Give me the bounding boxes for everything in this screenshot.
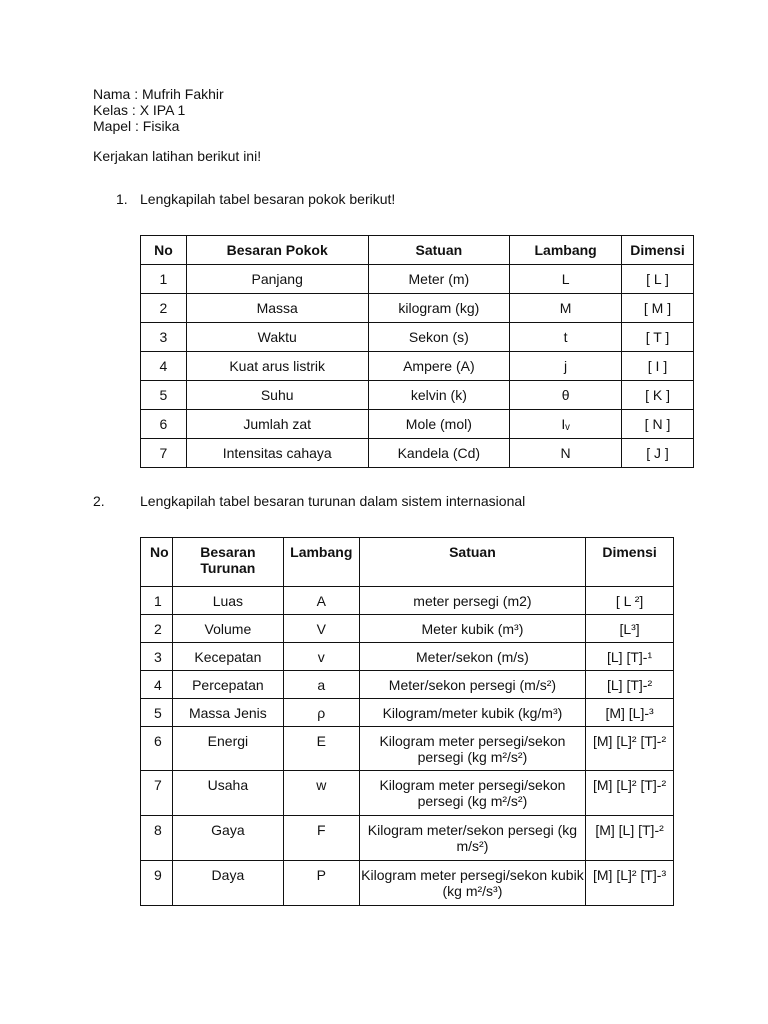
cell-satuan: Kandela (Cd) bbox=[368, 439, 510, 468]
header-besaran-pokok: Besaran Pokok bbox=[186, 236, 368, 265]
cell-no: 6 bbox=[141, 727, 173, 771]
instruction: Kerjakan latihan berikut ini! bbox=[93, 148, 262, 164]
student-info bbox=[93, 86, 224, 134]
cell-no: 2 bbox=[141, 294, 187, 323]
cell-satuan: kilogram (kg) bbox=[368, 294, 510, 323]
cell-satuan: Kilogram meter persegi/sekon kubik (kg m²/s³) bbox=[359, 861, 585, 906]
cell-lambang: Iᵥ bbox=[510, 410, 622, 439]
cell-dimensi: [M] [L]² [T]-² bbox=[586, 771, 674, 816]
table-row bbox=[141, 671, 674, 699]
cell-satuan: Meter kubik (m³) bbox=[359, 615, 585, 643]
cell-no: 3 bbox=[141, 643, 173, 671]
table-row bbox=[141, 727, 674, 771]
student-class: Kelas : X IPA 1 bbox=[93, 102, 186, 118]
subject: Mapel : Fisika bbox=[93, 118, 180, 134]
table-header-row bbox=[141, 236, 694, 265]
header-besaran-turunan: Besaran Turunan bbox=[172, 538, 283, 587]
header-lambang: Lambang bbox=[510, 236, 622, 265]
cell-lambang: w bbox=[283, 771, 359, 816]
header-satuan: Satuan bbox=[359, 538, 585, 587]
cell-satuan: Ampere (A) bbox=[368, 352, 510, 381]
cell-satuan: Meter/sekon persegi (m/s²) bbox=[359, 671, 585, 699]
header-dimensi: Dimensi bbox=[622, 236, 694, 265]
cell-besaran: Gaya bbox=[172, 816, 283, 861]
cell-dimensi: [M] [L]² [T]-² bbox=[586, 727, 674, 771]
cell-lambang: M bbox=[510, 294, 622, 323]
cell-satuan: Sekon (s) bbox=[368, 323, 510, 352]
cell-satuan: Meter (m) bbox=[368, 265, 510, 294]
table-row bbox=[141, 587, 674, 615]
cell-besaran: Kecepatan bbox=[172, 643, 283, 671]
cell-besaran: Panjang bbox=[186, 265, 368, 294]
cell-satuan: Kilogram/meter kubik (kg/m³) bbox=[359, 699, 585, 727]
cell-besaran: Intensitas cahaya bbox=[186, 439, 368, 468]
cell-besaran: Energi bbox=[172, 727, 283, 771]
cell-besaran: Jumlah zat bbox=[186, 410, 368, 439]
cell-besaran: Volume bbox=[172, 615, 283, 643]
cell-satuan: Kilogram meter/sekon persegi (kg m/s²) bbox=[359, 816, 585, 861]
cell-dimensi: [ M ] bbox=[622, 294, 694, 323]
cell-besaran: Kuat arus listrik bbox=[186, 352, 368, 381]
cell-lambang: A bbox=[283, 587, 359, 615]
cell-dimensi: [ T ] bbox=[622, 323, 694, 352]
cell-satuan: meter persegi (m2) bbox=[359, 587, 585, 615]
cell-no: 2 bbox=[141, 615, 173, 643]
cell-lambang: θ bbox=[510, 381, 622, 410]
table-row bbox=[141, 352, 694, 381]
header-dimensi: Dimensi bbox=[586, 538, 674, 587]
cell-no: 4 bbox=[141, 671, 173, 699]
header-no: No bbox=[141, 538, 173, 587]
cell-besaran: Massa Jenis bbox=[172, 699, 283, 727]
cell-dimensi: [ N ] bbox=[622, 410, 694, 439]
cell-dimensi: [ K ] bbox=[622, 381, 694, 410]
cell-besaran: Daya bbox=[172, 861, 283, 906]
cell-no: 9 bbox=[141, 861, 173, 906]
cell-lambang: j bbox=[510, 352, 622, 381]
cell-besaran: Luas bbox=[172, 587, 283, 615]
cell-lambang: E bbox=[283, 727, 359, 771]
cell-dimensi: [M] [L]² [T]-³ bbox=[586, 861, 674, 906]
cell-lambang: ρ bbox=[283, 699, 359, 727]
cell-lambang: L bbox=[510, 265, 622, 294]
cell-lambang: v bbox=[283, 643, 359, 671]
question-1-text: Lengkapilah tabel besaran pokok berikut! bbox=[140, 191, 396, 207]
cell-lambang: F bbox=[283, 816, 359, 861]
cell-dimensi: [L] [T]-¹ bbox=[586, 643, 674, 671]
cell-dimensi: [ J ] bbox=[622, 439, 694, 468]
table-header-row bbox=[141, 538, 674, 587]
cell-no: 8 bbox=[141, 816, 173, 861]
cell-dimensi: [L³] bbox=[586, 615, 674, 643]
header-satuan: Satuan bbox=[368, 236, 510, 265]
cell-no: 3 bbox=[141, 323, 187, 352]
cell-satuan: kelvin (k) bbox=[368, 381, 510, 410]
cell-lambang: P bbox=[283, 861, 359, 906]
cell-besaran: Waktu bbox=[186, 323, 368, 352]
cell-no: 1 bbox=[141, 265, 187, 294]
cell-satuan: Kilogram meter persegi/sekon persegi (kg m²/s²) bbox=[359, 771, 585, 816]
cell-lambang: t bbox=[510, 323, 622, 352]
cell-no: 6 bbox=[141, 410, 187, 439]
table-row bbox=[141, 381, 694, 410]
question-2-number: 2. bbox=[93, 493, 105, 509]
table-row bbox=[141, 643, 674, 671]
cell-no: 5 bbox=[141, 699, 173, 727]
cell-lambang: a bbox=[283, 671, 359, 699]
cell-no: 4 bbox=[141, 352, 187, 381]
table-row bbox=[141, 699, 674, 727]
question-1-number: 1. bbox=[116, 191, 128, 207]
table-row bbox=[141, 816, 674, 861]
cell-lambang: N bbox=[510, 439, 622, 468]
cell-lambang: V bbox=[283, 615, 359, 643]
table-row bbox=[141, 323, 694, 352]
cell-besaran: Usaha bbox=[172, 771, 283, 816]
header-no: No bbox=[141, 236, 187, 265]
cell-besaran: Massa bbox=[186, 294, 368, 323]
question-1 bbox=[116, 191, 395, 207]
cell-satuan: Meter/sekon (m/s) bbox=[359, 643, 585, 671]
question-2 bbox=[93, 493, 525, 509]
cell-satuan: Kilogram meter persegi/sekon persegi (kg m²/s²) bbox=[359, 727, 585, 771]
cell-besaran: Percepatan bbox=[172, 671, 283, 699]
base-quantities-table bbox=[140, 235, 694, 468]
cell-dimensi: [L] [T]-² bbox=[586, 671, 674, 699]
cell-dimensi: [ I ] bbox=[622, 352, 694, 381]
table-row bbox=[141, 265, 694, 294]
cell-no: 1 bbox=[141, 587, 173, 615]
table-row bbox=[141, 771, 674, 816]
cell-besaran: Suhu bbox=[186, 381, 368, 410]
question-2-text: Lengkapilah tabel besaran turunan dalam sistem internasional bbox=[140, 493, 526, 509]
table-row bbox=[141, 615, 674, 643]
cell-dimensi: [M] [L]-³ bbox=[586, 699, 674, 727]
cell-no: 5 bbox=[141, 381, 187, 410]
cell-satuan: Mole (mol) bbox=[368, 410, 510, 439]
cell-dimensi: [M] [L] [T]-² bbox=[586, 816, 674, 861]
table-row bbox=[141, 294, 694, 323]
student-name: Nama : Mufrih Fakhir bbox=[93, 86, 224, 102]
header-lambang: Lambang bbox=[283, 538, 359, 587]
table-row bbox=[141, 410, 694, 439]
cell-dimensi: [ L ²] bbox=[586, 587, 674, 615]
cell-no: 7 bbox=[141, 439, 187, 468]
cell-dimensi: [ L ] bbox=[622, 265, 694, 294]
table-row bbox=[141, 439, 694, 468]
table-row bbox=[141, 861, 674, 906]
cell-no: 7 bbox=[141, 771, 173, 816]
derived-quantities-table bbox=[140, 537, 674, 906]
